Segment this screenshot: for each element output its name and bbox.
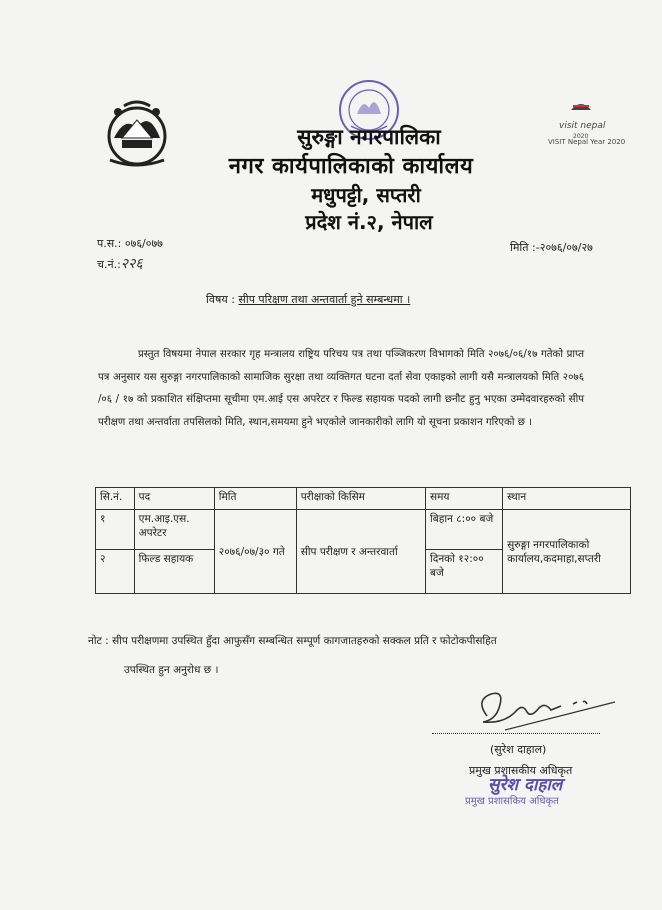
cell-time: बिहान ८:०० बजे: [426, 510, 503, 550]
stamp-title: प्रमुख प्रशासकिय अधिकृत: [465, 796, 559, 807]
body-paragraph: प्रस्तुत विषयमा नेपाल सरकार गृह मन्त्रालय राष्ट्रिय परिचय पत्र तथा पञ्जिकरण विभागको मिति २०७६/०६/१७ गतेको प्राप्त पत्र अनुसार यस सुरुङ्गा नगरपालिकाको सामाजिक सुरक्षा तथा व्यक्तिगत घटना दर्ता सेवा एकाइको लागी यसै मन्त्रालयको मिति २०७६ /०६ / १७ को प्रकाशित संक्षिप्तमा सूचीमा एम.आई एस अपरेटर र फिल्ड सहायक पदको लागी छनौट हुनु भएका उम्मेदवारहरुको सीप परीक्षण तथा अन्तर्वाता तपसिलको मिति, स्थान,समयमा हुने भएकोले जानकारीको लागि यो सूचना प्रकाशन गरिएको छ ।: [98, 349, 584, 428]
signatory-name: (सुरेश दाहाल): [490, 743, 547, 756]
cell-exam-type: सीप परीक्षण र अन्तरवार्ता: [296, 510, 425, 594]
handwritten-signature: [465, 680, 625, 736]
cell-sn: १: [96, 510, 135, 550]
cell-post: एम.आइ.एस. अपरेटर: [134, 510, 214, 550]
subject-line: [206, 292, 410, 307]
col-header-sn: सि.नं.: [96, 488, 135, 510]
col-header-exam-type: परीक्षाको किसिम: [296, 488, 425, 510]
visit-nepal-caption: VISIT Nepal Year 2020: [548, 138, 626, 146]
letterhead-line-3: मधुपट्टी, सप्तरी: [311, 183, 421, 207]
fiscal-ref-number: प.स.: ०७६/०७७: [97, 237, 163, 250]
dispatch-number-label: च.नं.:: [97, 258, 121, 271]
cell-date: २०७६/०७/३० गते: [214, 510, 296, 594]
table-header-row: [96, 488, 631, 510]
col-header-post: पद: [134, 488, 214, 510]
col-header-time: समय: [426, 488, 503, 510]
svg-text:2020: 2020: [573, 133, 589, 140]
cell-time: दिनको १२:०० बजे: [426, 550, 503, 594]
col-header-location: स्थान: [503, 488, 631, 510]
cell-post: फिल्ड सहायक: [134, 550, 214, 594]
subject-label: विषय :: [206, 293, 235, 306]
note-block: [88, 627, 588, 685]
note-label: नोट :: [88, 635, 109, 647]
dispatch-number: [97, 254, 143, 273]
cell-sn: २: [96, 550, 135, 594]
svg-text:visit nepal: visit nepal: [559, 121, 606, 131]
stamp-name: सुरेश दाहाल: [488, 775, 563, 795]
signatory-title: प्रमुख प्रशासकीय अधिकृत: [469, 764, 573, 777]
note-line-2: उपस्थित हुन अनुरोध छ ।: [124, 664, 219, 676]
col-header-date: मिति: [214, 488, 296, 510]
letterhead-line-4: प्रदेश नं.२, नेपाल: [305, 210, 433, 234]
dispatch-number-value: २२६: [120, 256, 143, 272]
note-line-1: सीप परीक्षणमा उपस्थित हुँदा आफुसँग सम्बन्धित सम्पूर्ण कागजातहरुको सक्कल प्रति र फोटोकपीसहित: [112, 635, 497, 647]
letter-date: मिति :-२०७६/०७/२७: [510, 241, 593, 254]
cell-location: सुरुङ्गा नगरपालिकाको कार्यालय,कदमाहा,सप्तरी: [503, 510, 631, 594]
letterhead-line-2: नगर कार्यपालिकाको कार्यालय: [228, 154, 474, 179]
table-row: [96, 510, 631, 550]
subject-text: सीप परिक्षण तथा अन्तवार्ता हुने सम्बन्धमा ।: [238, 293, 411, 306]
signature-line: [432, 733, 600, 734]
letterhead-line-1: सुरुङ्गा नगरपालिका: [297, 125, 441, 149]
schedule-table: [95, 487, 631, 594]
